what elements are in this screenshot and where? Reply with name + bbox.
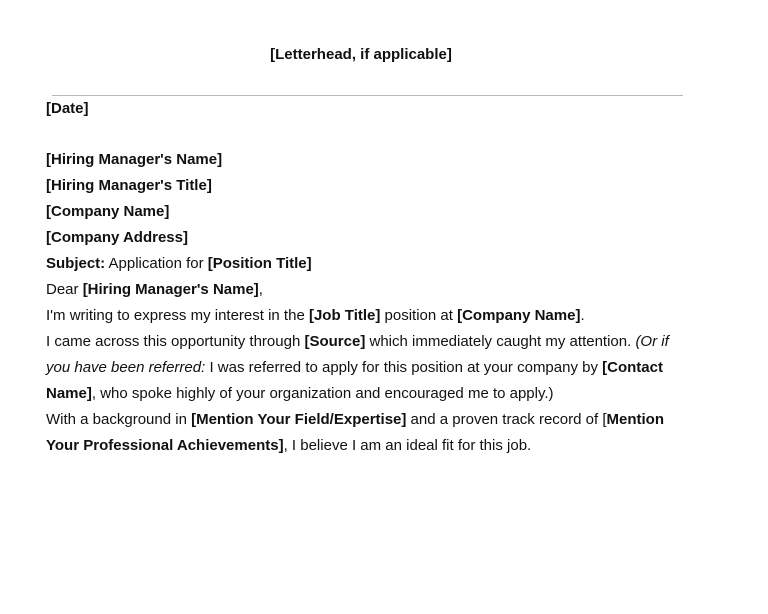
text-run: With a background in [46,411,192,428]
text-run: Dear [46,281,83,298]
salutation-line [46,277,676,303]
text-run: [Position Title] [207,255,312,272]
paragraph-interest [46,303,676,329]
text-run: [Source] [304,333,366,350]
text-run: [Contact Name] [46,359,663,402]
text-run: . [580,307,585,324]
text-run: Mention Your Professional Achievements] [46,411,664,454]
text-run: [Job Title] [308,307,381,324]
text-run: Subject: [46,255,106,272]
text-run: position at [380,307,458,324]
recipient-block [46,147,676,251]
paragraph-source [46,329,676,407]
text-run: , I believe I am an ideal fit for this job. [283,437,532,454]
subject-line [46,251,676,277]
text-run: [Mention Your Field/Expertise] [191,411,407,428]
hiring-manager-name-line: [Hiring Manager's Name] [46,151,223,168]
date-placeholder: [Date] [46,100,89,117]
text-run: which immediately caught my attention. [365,333,636,350]
text-run: [Hiring Manager's Name] [82,281,259,298]
text-run: , who spoke highly of your organization and encouraged me to apply.) [91,385,554,402]
text-run: I was referred to apply for this position at your company by [209,359,603,376]
company-address-line: [Company Address] [46,229,188,246]
text-run: I came across this opportunity through [46,333,305,350]
letterhead-placeholder: [Letterhead, if applicable] [270,46,452,63]
text-run: [Company Name] [457,307,581,324]
paragraph-background [46,407,676,459]
text-run: I'm writing to express my interest in the [46,307,309,324]
company-name-line: [Company Name] [46,203,170,220]
text-run: and a proven track record of [ [406,411,607,428]
text-run: Application for [105,255,208,272]
text-run: (Or if you have been referred: [46,333,669,376]
hiring-manager-title-line: [Hiring Manager's Title] [46,177,212,194]
text-run: , [258,281,263,298]
